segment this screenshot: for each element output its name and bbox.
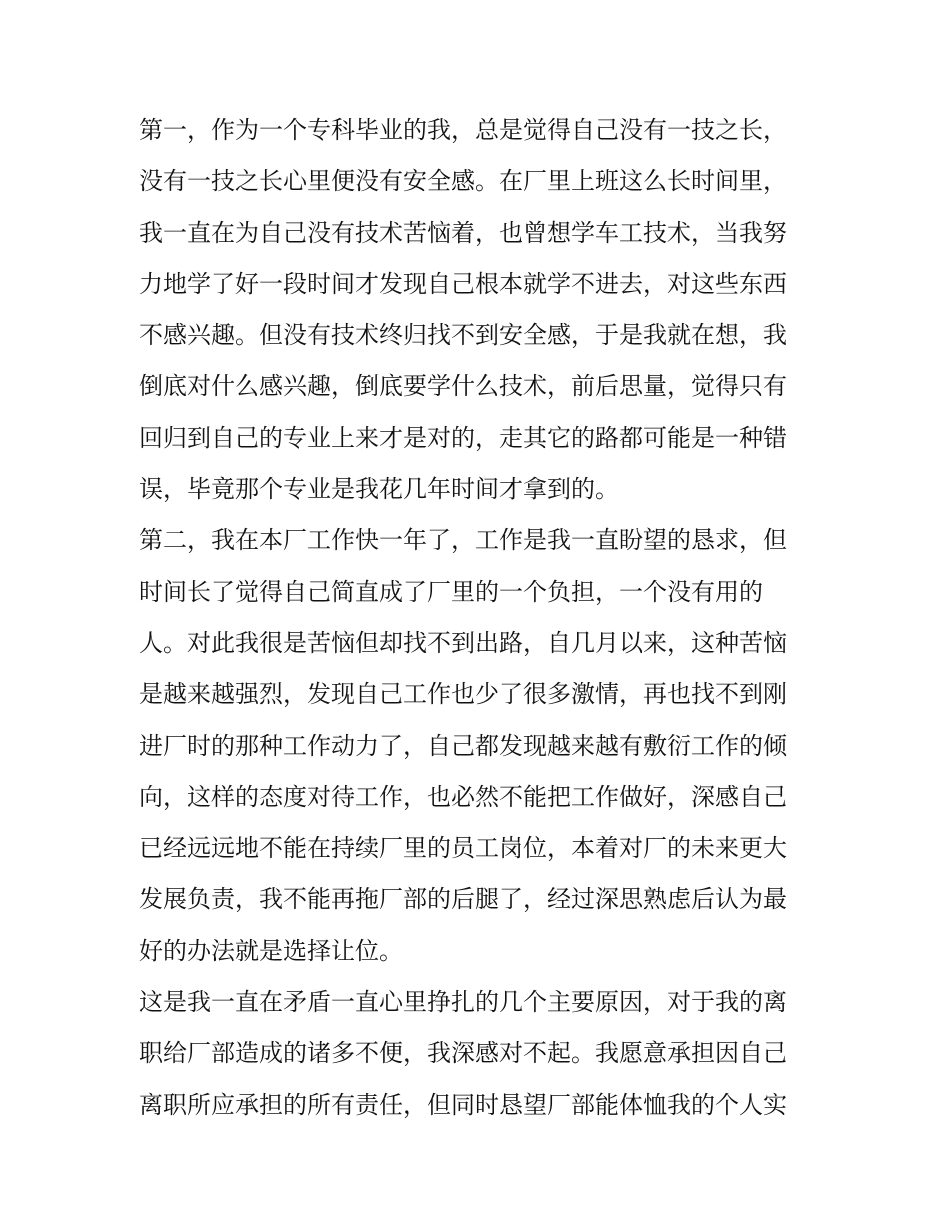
text-line: 已经远远地不能在持续厂里的员工岗位，本着对厂的未来更大 bbox=[139, 834, 787, 863]
text-line: 发展负责，我不能再拖厂部的后腿了，经过深思熟虑后认为最 bbox=[139, 885, 787, 914]
text-line: 好的办法就是选择让位。 bbox=[139, 936, 403, 965]
text-line: 进厂时的那种工作动力了，自己都发现越来越有敷衍工作的倾 bbox=[139, 731, 787, 760]
text-line: 向，这样的态度对待工作，也必然不能把工作做好，深感自己 bbox=[139, 782, 787, 811]
text-line: 这是我一直在矛盾一直心里挣扎的几个主要原因，对于我的离 bbox=[139, 988, 787, 1017]
text-line: 人。对此我很是苦恼但却找不到出路，自几月以来，这种苦恼 bbox=[139, 628, 787, 657]
text-line: 第一，作为一个专科毕业的我，总是觉得自己没有一技之长， bbox=[139, 116, 787, 144]
text-line: 力地学了好一段时间才发现自己根本就学不进去，对这些东西 bbox=[139, 269, 787, 298]
text-line: 我一直在为自己没有技术苦恼着，也曾想学车工技术，当我努 bbox=[139, 218, 787, 247]
text-line: 离职所应承担的所有责任，但同时恳望厂部能体恤我的个人实 bbox=[139, 1090, 787, 1119]
text-line: 没有一技之长心里便没有安全感。在厂里上班这么长时间里， bbox=[139, 167, 787, 196]
text-line: 误，毕竟那个专业是我花几年时间才拿到的。 bbox=[139, 475, 619, 504]
text-line: 回归到自己的专业上来才是对的，走其它的路都可能是一种错 bbox=[139, 423, 787, 452]
text-line: 不感兴趣。但没有技术终归找不到安全感，于是我就在想，我 bbox=[139, 321, 787, 350]
document-body bbox=[139, 105, 819, 1131]
text-line: 第二，我在本厂工作快一年了，工作是我一直盼望的恳求，但 bbox=[139, 526, 787, 555]
text-line: 倒底对什么感兴趣，倒底要学什么技术，前后思量，觉得只有 bbox=[139, 372, 787, 401]
text-line: 时间长了觉得自己简直成了厂里的一个负担，一个没有用的 bbox=[139, 577, 763, 606]
text-line: 职给厂部造成的诸多不便，我深感对不起。我愿意承担因自己 bbox=[139, 1039, 787, 1068]
text-line: 是越来越强烈，发现自己工作也少了很多激情，再也找不到刚 bbox=[139, 680, 787, 709]
